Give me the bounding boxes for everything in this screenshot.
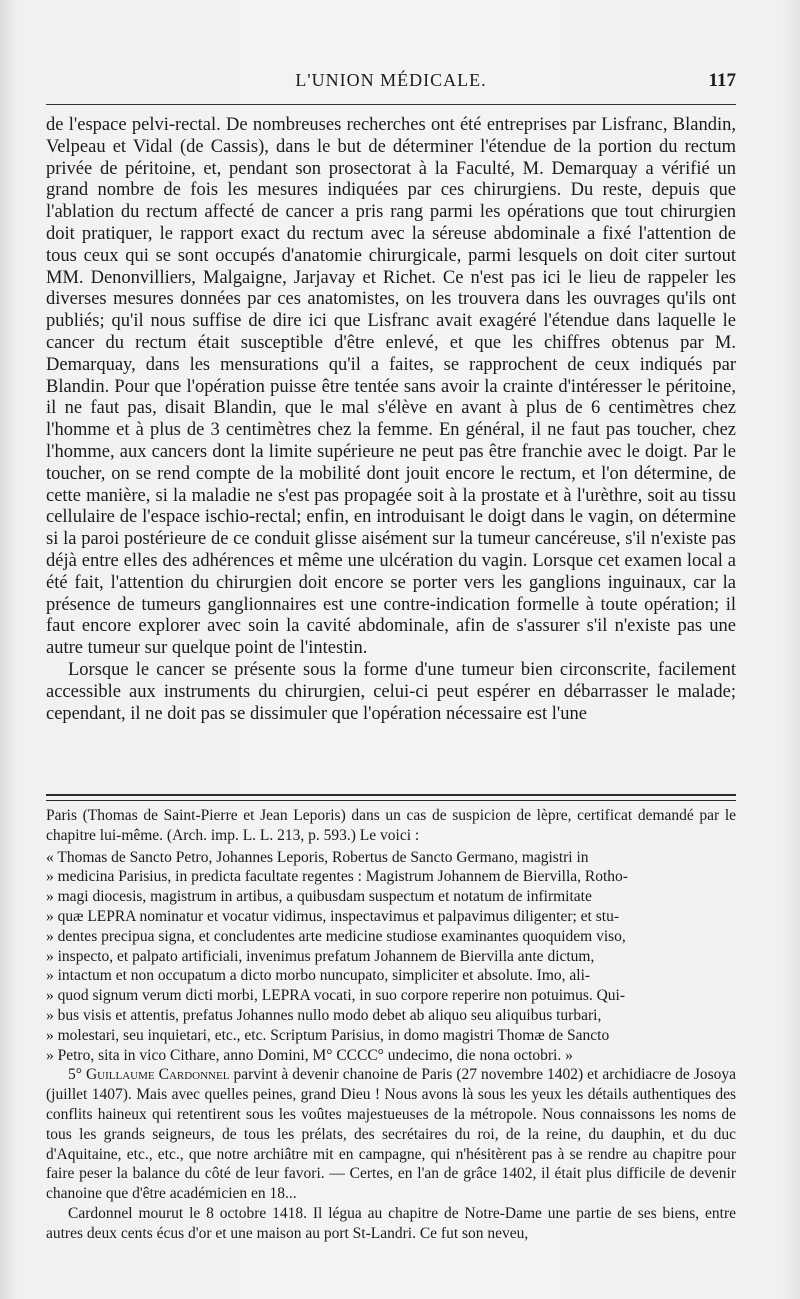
- header-rule: [46, 104, 736, 105]
- quote-line: » molestari, seu inquietari, etc., etc. Scriptum Parisius, in domo magistri Thomæ de Sancto: [46, 1026, 610, 1044]
- quote-line: » medicina Parisius, in predicta facultate regentes : Magistrum Johannem de Biervilla, Rotho-: [46, 868, 628, 886]
- main-text: [46, 115, 736, 725]
- quote-line: » quæ LEPRA nominatur et vocatur vidimus, inspectavimus et palpavimus diligenter; et stu-: [46, 907, 619, 925]
- footnote-5: [46, 1065, 736, 1204]
- footnote-5-number: 5°: [68, 1066, 82, 1084]
- footnote-5-name: Guillaume Cardonnel: [85, 1066, 230, 1084]
- body-paragraph-2: Lorsque le cancer se présente sous la forme d'une tumeur bien circonscrite, facilement accessible aux instruments du chirurgien, celui-ci peut espérer en débarrasser le malade; cependant, il ne doit pas se dissimuler que l'opération nécessaire est l'une: [46, 659, 736, 724]
- page-number: 117: [708, 70, 736, 91]
- footnote-5-text: parvint à devenir chanoine de Paris (27 novembre 1402) et archidiacre de Josoya (juillet 1407). Mais avec quelles peines, grand Dieu ! Nous avons là sous les yeux les détails authentiques des conflits haineux qui retentirent sous les voûtes majestueuses de la métropole. Nous connaissons les noms de tous les grands seigneurs, de tous les prélats, des secrétaires du roi, de la reine, du dauphin, et du duc d'Aquitaine, etc., etc., que notre archiâtre mit en campagne, qui n'hésitèrent pas à se rendre au chapitre pour faire peser la balance du côté de leur favori. — Certes, en l'an de grâce 1402, il était plus difficile de devenir chanoine que d'être académicien en 18...: [46, 1066, 737, 1203]
- body-paragraph-1: de l'espace pelvi-rectal. De nombreuses recherches ont été entreprises par Lisfranc, Blandin, Velpeau et Vidal (de Cassis), dans le but de déterminer l'étendue de la portion du rectum privée de péritoine, et, pendant son prosectorat à la Faculté, M. Demarquay a vérifié un grand nombre de fois les mesures indiquées par ces chirurgiens. Du reste, depuis que l'ablation du rectum affecté de cancer a pris rang parmi les opérations que tout chirurgien doit pratiquer, le rapport exact du rectum avec la séreuse abdominale a fixé l'attention de tous ceux qui se sont occupés d'anatomie chirurgicale, parmi lesquels on doit citer surtout MM. Denonvilliers, Malgaigne, Jarjavay et Richet. Ce n'est pas ici le lieu de rappeler les diverses mesures données par ces anatomistes, on les trouvera dans les ouvrages qu'ils ont publiés; qu'il nous suffise de dire ici que Lisfranc avait exagéré l'étendue dans laquelle le cancer du rectum était susceptible d'être enlevé, et que les chiffres obtenus par M. Demarquay, dans les mensurations qu'il a faites, se rapprochent de ceux indiqués par Blandin. Pour que l'opération puisse être tentée sans avoir la crainte d'intéresser le péritoine, il ne faut pas, disait Blandin, que le mal s'élève en avant à plus de 6 centimètres chez l'homme et à plus de 3 centimètres chez la femme. En général, il ne faut pas toucher, chez l'homme, aux cancers dont la limite supérieure ne peut pas être franchie avec le doigt. Par le toucher, on se rend compte de la mobilité dont jouit encore le rectum, et l'on détermine, de cette manière, si la maladie ne s'est pas propagée soit à la prostate et à l'urèthre, soit au tissu cellulaire de l'espace ischio-rectal; enfin, en introduisant le doigt dans le vagin, on détermine si la paroi postérieure de ce conduit glisse aisément sur la tumeur cancéreuse, s'il n'existe pas déjà entre elles des adhérences et même une ulcération du vagin. Lorsque cet examen local a été fait, l'attention du chirurgien doit encore se porter vers les ganglions inguinaux, car la présence de tumeurs ganglionnaires est une contre-indication formelle à toute opération; il faut encore explorer avec soin la cavité abdominale, afin de s'assurer s'il n'existe pas une autre tumeur sur quelque point de l'intestin.: [46, 115, 736, 659]
- quote-line: » dentes precipua signa, et concludentes arte medicine studiose examinantes quoquidem viso,: [46, 927, 626, 945]
- latin-certificate-quote: [46, 848, 736, 1066]
- quote-line: » inspecto, et palpato artificiali, invenimus prefatum Johannem de Biervilla ante dictum,: [46, 947, 595, 965]
- quote-line: » intactum et non occupatum a dicto morbo nuncupato, simpliciter et absolute. Imo, ali-: [46, 967, 591, 985]
- footnote-6: Cardonnel mourut le 8 octobre 1418. Il légua au chapitre de Notre-Dame une partie de ses biens, entre autres deux cents écus d'or et une maison au port St-Landri. Ce fut son neveu,: [46, 1204, 736, 1242]
- page-header: [46, 70, 736, 96]
- footnote-separator-rule: [46, 794, 736, 801]
- quote-line: » magi diocesis, magistrum in artibus, a quibusdam suspectum et notatum de infirmitate: [46, 888, 592, 906]
- footnotes: [46, 806, 736, 1244]
- footnote-intro: Paris (Thomas de Saint-Pierre et Jean Leporis) dans un cas de suspicion de lèpre, certificat demandé par le chapitre lui-même. (Arch. imp. L. L. 213, p. 593.) Le voici :: [46, 807, 736, 844]
- quote-line: » Petro, sita in vico Cithare, anno Domini, M° CCCC° undecimo, die nona octobri. »: [46, 1046, 573, 1064]
- quote-line: » bus visis et attentis, prefatus Johannes nullo modo debet ab aliquo seu aliquibus turbari,: [46, 1006, 602, 1024]
- quote-line: « Thomas de Sancto Petro, Johannes Leporis, Robertus de Sancto Germano, magistri in: [46, 848, 589, 866]
- quote-line: » quod signum verum dicti morbi, LEPRA vocati, in suo corpore reperire non potuimus. Qui-: [46, 987, 626, 1005]
- running-title: L'UNION MÉDICALE.: [295, 70, 487, 90]
